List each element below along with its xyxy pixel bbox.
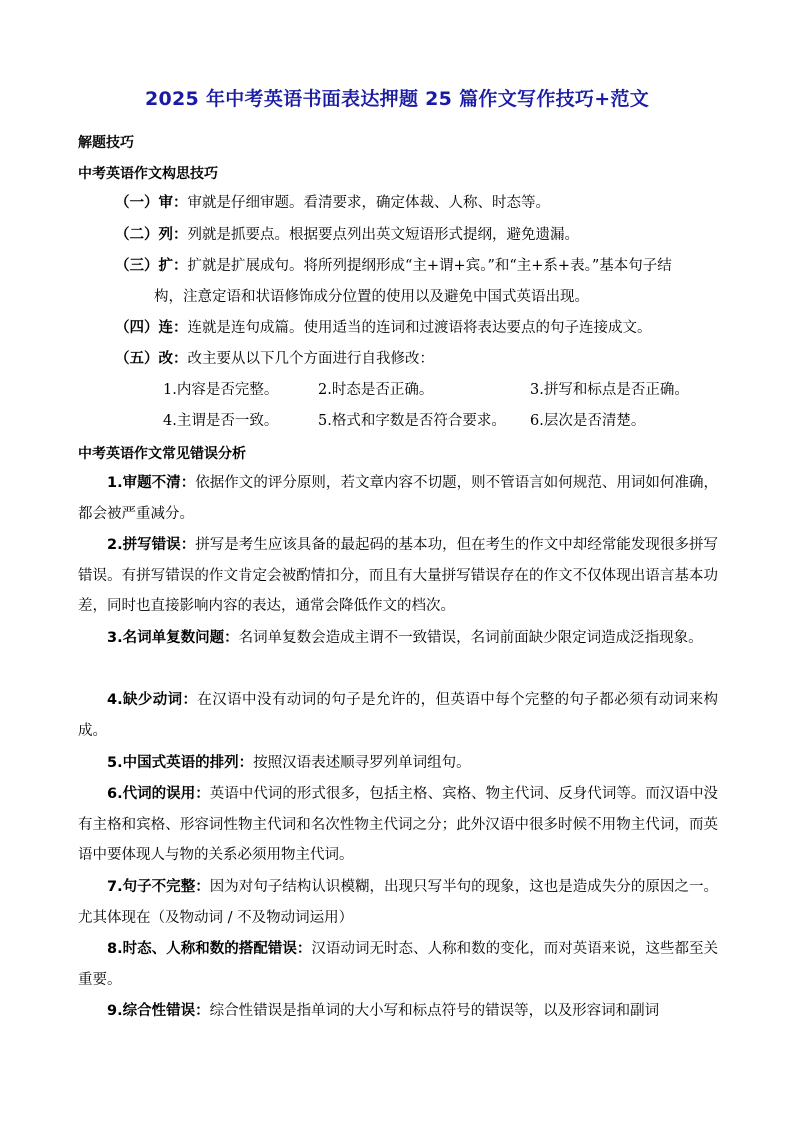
step-text: 审就是仔细审题。看清要求，确定体裁、人称、时态等。 — [187, 195, 550, 211]
error-paragraph-1 — [78, 468, 718, 529]
step-3-continued: 构，注意定语和状语修饰成分位置的使用以及避免中国式英语出现。 — [154, 289, 589, 305]
section-heading-conception: 中考英语作文构思技巧 — [78, 166, 218, 182]
error-text: 综合性错误是指单词的大小写和标点符号的错误等，以及形容词和副词 — [209, 1003, 660, 1019]
step-text: 列就是抓要点。根据要点列出英文短语形式提纲，避免遗漏。 — [187, 227, 579, 243]
check-item: 6.层次是否清楚。 — [530, 413, 646, 429]
step-label: （三）扩： — [115, 258, 188, 274]
check-item: 1.内容是否完整。 — [163, 382, 279, 398]
step-label: （一）审： — [115, 195, 188, 211]
error-label: 8.时态、人称和数的搭配错误： — [107, 941, 312, 957]
section-heading-errors: 中考英语作文常见错误分析 — [78, 446, 246, 462]
error-paragraph-8 — [78, 934, 718, 995]
step-3 — [115, 256, 672, 276]
section-heading-tips: 解题技巧 — [78, 135, 134, 151]
error-label: 6.代词的误用： — [107, 786, 210, 802]
error-label: 3.名词单复数问题： — [107, 630, 239, 646]
error-text: 在汉语中没有动词的句子是允许的，但英语中每个完整的句子都必须有动词来构成。 — [78, 692, 718, 739]
error-text: 依据作文的评分原则，若文章内容不切题，则不管语言如何规范、用词如何准确，都会被严重减分。 — [78, 475, 718, 522]
error-text: 名词单复数会造成主谓不一致错误，名词前面缺少限定词造成泛指现象。 — [238, 630, 703, 646]
error-label: 4.缺少动词： — [107, 692, 198, 708]
error-paragraph-5 — [78, 748, 718, 779]
step-label: （四）连： — [115, 320, 188, 336]
error-paragraph-3 — [78, 623, 718, 654]
document-title: 2025 年中考英语书面表达押题 25 篇作文写作技巧+范文 — [144, 88, 650, 110]
error-paragraph-2 — [78, 530, 718, 622]
step-text: 连就是连句成篇。使用适当的连词和过渡语将表达要点的句子连接成文。 — [187, 320, 652, 336]
step-1 — [115, 193, 550, 213]
step-2 — [115, 225, 579, 245]
error-text: 汉语动词无时态、人称和数的变化，而对英语来说，这些都至关重要。 — [78, 941, 718, 988]
error-text: 因为对句子结构认识模糊，出现只写半句的现象，这也是造成失分的原因之一。尤其体现在（及物动词 / 不及物动词运用） — [78, 879, 718, 926]
error-text: 按照汉语表述顺寻罗列单词组句。 — [253, 755, 471, 771]
check-item: 5.格式和字数是否符合要求。 — [318, 413, 506, 429]
error-label: 2.拼写错误： — [107, 537, 196, 553]
step-text: 改主要从以下几个方面进行自我修改： — [187, 351, 434, 367]
step-label: （五）改： — [115, 351, 188, 367]
error-paragraph-7 — [78, 872, 718, 933]
check-item: 3.拼写和标点是否正确。 — [530, 382, 689, 398]
step-5 — [115, 349, 434, 369]
check-item: 4.主谓是否一致。 — [163, 413, 279, 429]
check-item: 2.时态是否正确。 — [318, 382, 434, 398]
step-4 — [115, 318, 652, 338]
error-label: 5.中国式英语的排列： — [107, 755, 254, 771]
error-paragraph-9 — [78, 996, 718, 1027]
error-label: 1.审题不清： — [107, 475, 196, 491]
error-text: 拼写是考生应该具备的最起码的基本功，但在考生的作文中却经常能发现很多拼写错误。有拼写错误的作文肯定会被酌情扣分，而且有大量拼写错误存在的作文不仅体现出语言基本功差，同时也直接影响内容的表达，通常会降低作文的档次。 — [78, 537, 718, 614]
error-paragraph-6 — [78, 779, 718, 871]
step-text: 扩就是扩展成句。将所列提纲形成“主+谓+宾。”和“主+系+表。”基本句子结 — [187, 258, 672, 274]
step-label: （二）列： — [115, 227, 188, 243]
error-text: 英语中代词的形式很多，包括主格、宾格、物主代词、反身代词等。而汉语中没有主格和宾格、形容词性物主代词和名次性物主代词之分；此外汉语中很多时候不用物主代词，而英语中要体现人与物的关系必须用物主代词。 — [78, 786, 718, 863]
error-label: 9.综合性错误： — [107, 1003, 210, 1019]
error-paragraph-4 — [78, 685, 718, 746]
error-label: 7.句子不完整： — [107, 879, 210, 895]
